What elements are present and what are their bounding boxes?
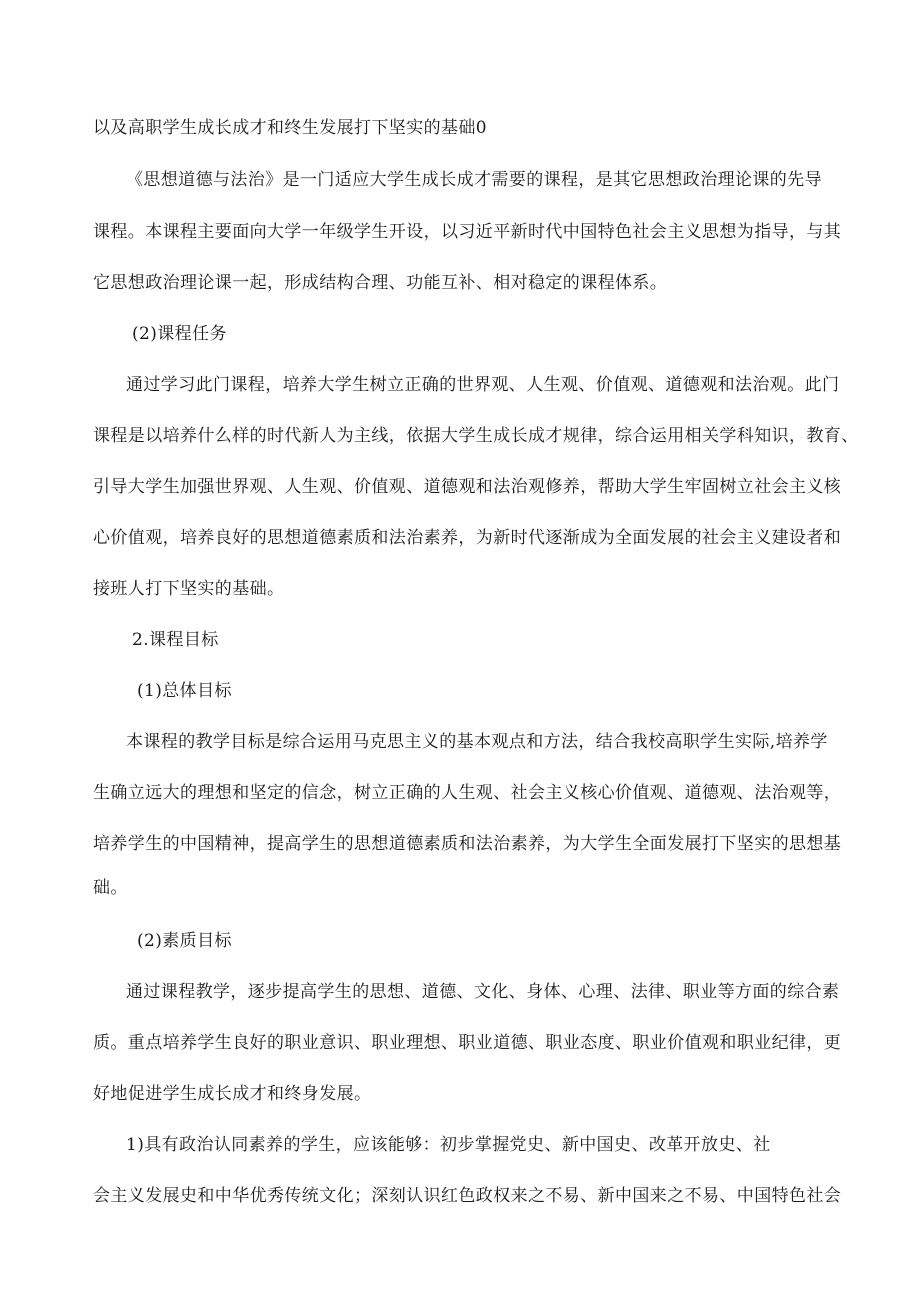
text-line-22: 会主义发展史和中华优秀传统文化；深刻认识红色政权来之不易、新中国来之不易、中国特色社会: [93, 1186, 842, 1206]
text-line-4: 它思想政治理论课一起，形成结构合理、功能互补、相对稳定的课程体系。: [93, 273, 668, 293]
text-line-16: 础。: [93, 878, 128, 898]
text-line-19: 质。重点培养学生良好的职业意识、职业理想、职业道德、职业态度、职业价值观和职业纪律，更: [93, 1033, 842, 1053]
section-heading-course-goals: 2.课程目标: [132, 630, 219, 650]
text-line-18: 通过课程教学，逐步提高学生的思想、道德、文化、身体、心理、法律、职业等方面的综合素: [126, 982, 840, 1002]
text-line-15: 培养学生的中国精神，提高学生的思想道德素质和法治素养，为大学生全面发展打下坚实的思想基: [93, 834, 842, 854]
section-heading-course-tasks: (2)课程任务: [132, 324, 227, 344]
text-line-3: 课程。本课程主要面向大学一年级学生开设，以习近平新时代中国特色社会主义思想为指导，与其: [93, 222, 842, 242]
text-line-14: 生确立远大的理想和坚定的信念，树立正确的人生观、社会主义核心价值观、道德观、法治观等，: [93, 783, 842, 803]
text-line-9: 心价值观，培养良好的思想道德素质和法治素养，为新时代逐渐成为全面发展的社会主义建设者和: [93, 528, 842, 548]
text-line-1: 以及高职学生成长成才和终生发展打下坚实的基础0: [93, 118, 488, 138]
text-line-21: 1)具有政治认同素养的学生，应该能够：初步掌握党史、新中国史、改革开放史、社: [126, 1135, 771, 1155]
text-line-20: 好地促进学生成长成才和终身发展。: [93, 1084, 372, 1104]
text-line-6: 通过学习此门课程，培养大学生树立正确的世界观、人生观、价值观、道德观和法治观。此门: [126, 375, 840, 395]
text-line-8: 引导大学生加强世界观、人生观、价值观、道德观和法治观修养，帮助大学生牢固树立社会主义核: [93, 477, 842, 497]
section-heading-overall-goals: (1)总体目标: [137, 681, 232, 701]
text-line-7: 课程是以培养什么样的时代新人为主线，依据大学生成长成才规律，综合运用相关学科知识，教育、: [93, 426, 859, 446]
section-heading-quality-goals: (2)素质目标: [137, 931, 232, 951]
text-line-10: 接班人打下坚实的基础。: [93, 579, 285, 599]
text-line-2: 《思想道德与法治》是一门适应大学生成长成才需要的课程，是其它思想政治理论课的先导: [126, 170, 822, 190]
text-line-13: 本课程的教学目标是综合运用马克思主义的基本观点和方法，结合我校高职学生实际,培养学: [126, 732, 828, 752]
